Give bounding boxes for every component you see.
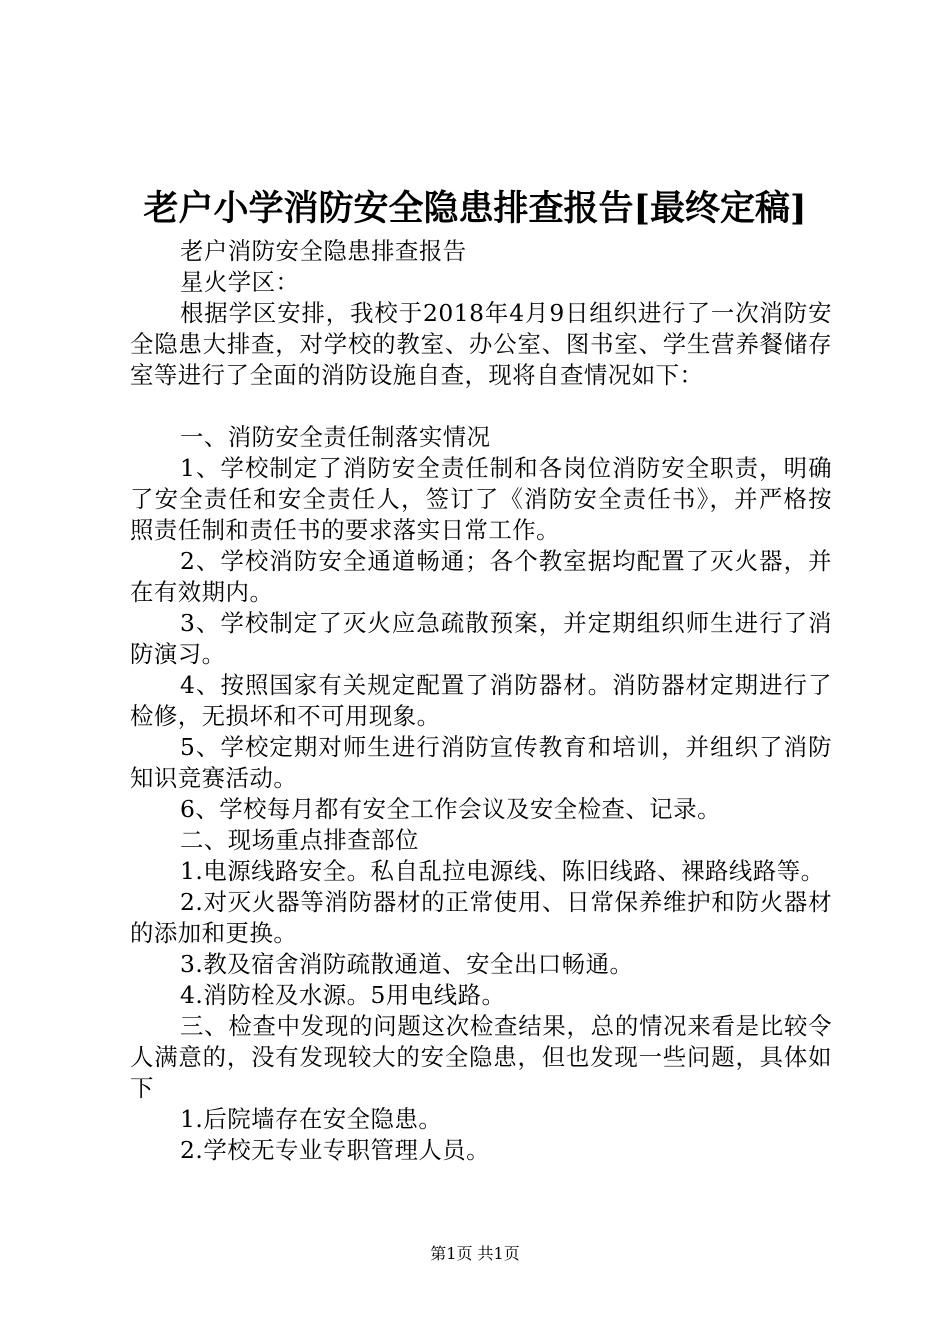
paragraph: 4、按照国家有关规定配置了消防器材。消防器材定期进行了检修，无损坏和不可用现象。 [130, 671, 832, 730]
paragraph: 2.学校无专业专职管理人员。 [180, 1136, 491, 1164]
document-body [130, 236, 832, 1166]
report-subtitle: 老户消防安全隐患排查报告 [180, 237, 467, 265]
paragraph: 3、学校制定了灭火应急疏散预案，并定期组织师生进行了消防演习。 [130, 609, 832, 668]
paragraph: 3.教及宿舍消防疏散通道、安全出口畅通。 [180, 950, 634, 978]
paragraph: 4.消防栓及水源。5用电线路。 [180, 981, 506, 1009]
paragraph: 6、学校每月都有安全工作会议及安全检查、记录。 [180, 795, 721, 823]
paragraph: 2、学校消防安全通道畅通；各个教室据均配置了灭火器，并在有效期内。 [130, 547, 832, 606]
paragraph: 5、学校定期对师生进行消防宣传教育和培训，并组织了消防知识竞赛活动。 [130, 733, 832, 792]
document-title: 老户小学消防安全隐患排查报告[最终定稿] [143, 188, 807, 229]
section-heading-3: 三、检查中发现的问题这次检查结果，总的情况来看是比较令人满意的，没有发现较大的安全隐患，但也发现一些问题，具体如下 [130, 1012, 832, 1102]
paragraph: 1、学校制定了消防安全责任制和各岗位消防安全职责，明确了安全责任和安全责任人，签订了《消防安全责任书》，并严格按照责任制和责任书的要求落实日常工作。 [130, 454, 832, 544]
salutation: 星火学区： [180, 268, 300, 296]
intro-paragraph: 根据学区安排，我校于2018年4月9日组织进行了一次消防安全隐患大排查，对学校的教室、办公室、图书室、学生营养餐储存室等进行了全面的消防设施自查，现将自查情况如下： [130, 299, 832, 389]
paragraph: 1.电源线路安全。私自乱拉电源线、陈旧线路、裸路线路等。 [180, 857, 825, 885]
section-heading-2: 二、现场重点排查部位 [180, 826, 419, 854]
paragraph: 1.后院墙存在安全隐患。 [180, 1105, 443, 1133]
section-heading-1: 一、消防安全责任制落实情况 [180, 423, 491, 451]
paragraph-gap [130, 391, 832, 422]
page-footer: 第1页 共1页 [430, 1244, 520, 1263]
paragraph: 2.对灭火器等消防器材的正常使用、日常保养维护和防火器材的添加和更换。 [130, 888, 832, 947]
